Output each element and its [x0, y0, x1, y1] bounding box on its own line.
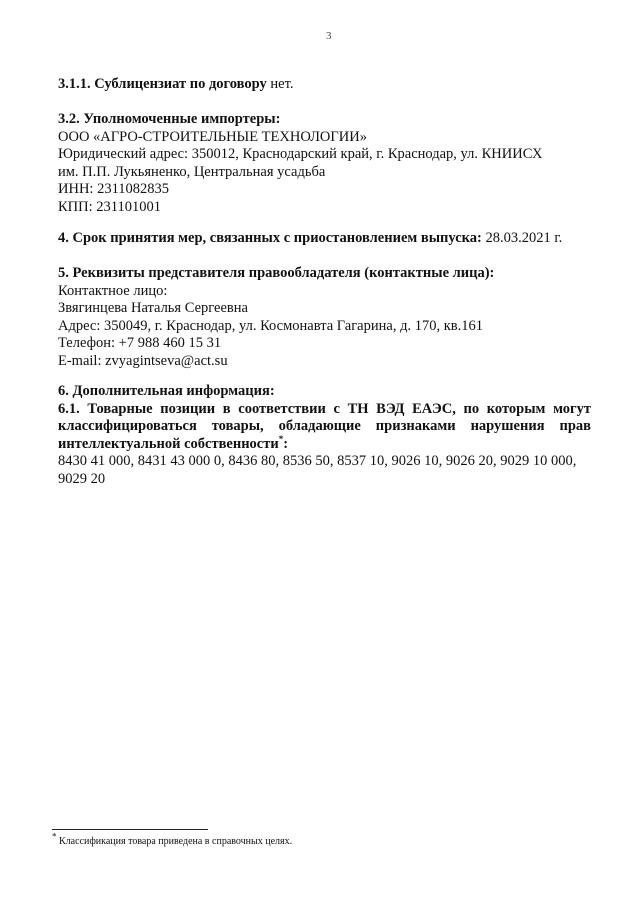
footnote-divider — [52, 829, 208, 830]
importers-heading: 3.2. Уполномоченные импортеры: — [58, 111, 281, 127]
page-number: 3 — [326, 30, 332, 42]
importer-address-line-2: им. П.П. Лукьяненко, Центральная усадьба — [58, 163, 326, 180]
importer-inn: ИНН: 2311082835 — [58, 181, 170, 197]
footnote — [52, 831, 293, 848]
importer-address-line-1: Юридический адрес: 350012, Краснодарский край, г. Краснодар, ул. КНИИСХ — [58, 146, 543, 162]
section-3-2 — [58, 111, 591, 216]
footnote-mark: * — [52, 831, 57, 842]
hs-codes-colon: : — [283, 435, 289, 452]
deadline-label: 4. Срок принятия мер, связанных с приостановлением выпуска: — [58, 230, 482, 246]
footnote-text: Классификация товара приведена в справочных целях. — [56, 836, 293, 847]
section-3-1-1 — [58, 76, 591, 94]
sublicensee-value: нет. — [266, 76, 294, 92]
additional-info-heading: 6. Дополнительная информация: — [58, 383, 275, 399]
representative-heading: 5. Реквизиты представителя правообладателя (контактные лица): — [58, 265, 495, 281]
hs-codes-text: 6.1. Товарные позиции в соответствии с ТН ВЭД ЕАЭС, по которым могут классифицироваться товары, обладающие признаками нарушения прав интеллектуальной собственности — [58, 400, 591, 452]
sublicensee-label: 3.1.1. Сублицензиат по договору — [58, 76, 267, 92]
importer-kpp: КПП: 231101001 — [58, 198, 161, 215]
contact-label: Контактное лицо: — [58, 282, 168, 299]
section-4 — [58, 230, 591, 248]
footnote-reference-mark: * — [278, 433, 284, 444]
contact-address: Адрес: 350049, г. Краснодар, ул. Космонавта Гагарина, д. 170, кв.161 — [58, 317, 483, 334]
contact-email: E-mail: zvyagintseva@act.su — [58, 352, 228, 369]
contact-name: Звягинцева Наталья Сергеевна — [58, 300, 248, 316]
deadline-value: 28.03.2021 г. — [481, 230, 563, 246]
hs-codes-paragraph — [58, 401, 591, 454]
importer-name: ООО «АГРО-СТРОИТЕЛЬНЫЕ ТЕХНОЛОГИИ» — [58, 128, 367, 145]
hs-codes-list: 8430 41 000, 8431 43 000 0, 8436 80, 8536 50, 8537 10, 9026 10, 9026 20, 9029 10 000, 9029 20 — [58, 453, 577, 487]
section-5 — [58, 265, 591, 370]
section-6 — [58, 383, 591, 488]
contact-phone: Телефон: +7 988 460 15 31 — [58, 335, 222, 351]
